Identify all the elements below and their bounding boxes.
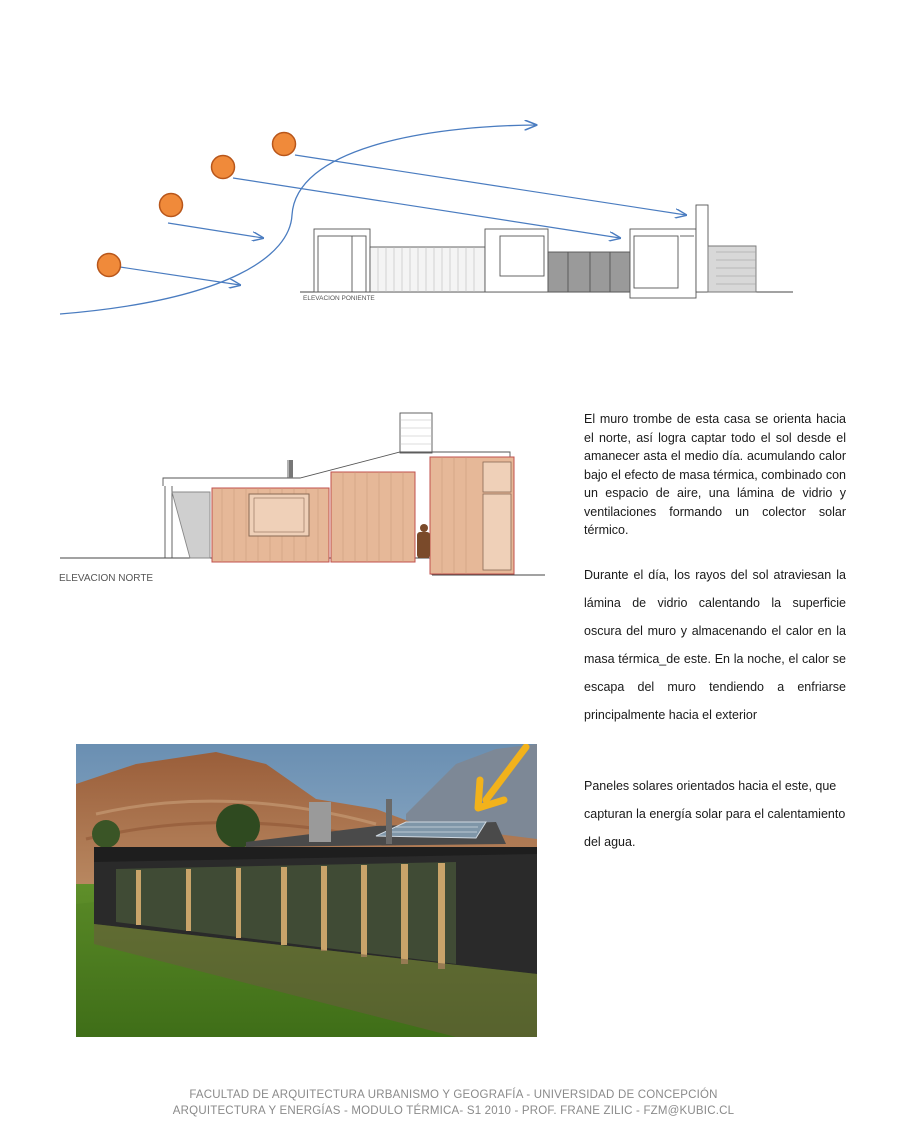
elevation-poniente-label: ELEVACION PONIENTE bbox=[303, 295, 375, 302]
sun-icon bbox=[160, 194, 183, 217]
sun-ray bbox=[120, 267, 240, 285]
sun-icon bbox=[212, 156, 235, 179]
sun-ray bbox=[168, 223, 263, 238]
sun-icon bbox=[273, 133, 296, 156]
elevation-poniente-drawing bbox=[300, 205, 793, 298]
trombe-panel bbox=[331, 472, 415, 562]
sun-icon bbox=[98, 254, 121, 277]
paragraph-durante-el-dia: Durante el día, los rayos del sol atraviesan la lámina de vidrio calentando la superficie oscura del muro y almacenando el calor en la masa térmica_de este. En la noche, el calor se escapa del muro tendiendo a enfriarse principalmente hacia el exterior bbox=[584, 568, 846, 722]
footer-line-2: ARQUITECTURA Y ENERGÍAS - MODULO TÉRMICA- S1 2010 - PROF. FRANE ZILIC - FZM@KUBIC.CL bbox=[172, 1105, 735, 1117]
sun-path-diagram bbox=[0, 100, 907, 340]
sun-ray bbox=[233, 178, 620, 238]
sun-ray bbox=[295, 155, 686, 215]
paragraph-muro-trombe: El muro trombe de esta casa se orienta hacia el norte, así logra captar todo el sol desde el amanecer asta el medio día. acumulando calor bajo el efecto de masa térmica, combinado con un espacio de aire, una lámina de vidrio y ventilaciones formando un colector solar térmico. bbox=[584, 412, 846, 537]
house-photo bbox=[76, 744, 537, 1037]
elevation-norte-label: ELEVACION NORTE bbox=[59, 573, 154, 584]
elevation-norte-drawing bbox=[50, 405, 580, 590]
footer-line-1: FACULTAD DE ARQUITECTURA URBANISMO Y GEOGRAFÍA - UNIVERSIDAD DE CONCEPCIÓN bbox=[189, 1089, 718, 1101]
paragraph-paneles-solares: Paneles solares orientados hacia el este, que capturan la energía solar para el calentamiento del agua. bbox=[584, 779, 846, 849]
person-figure bbox=[417, 524, 430, 558]
